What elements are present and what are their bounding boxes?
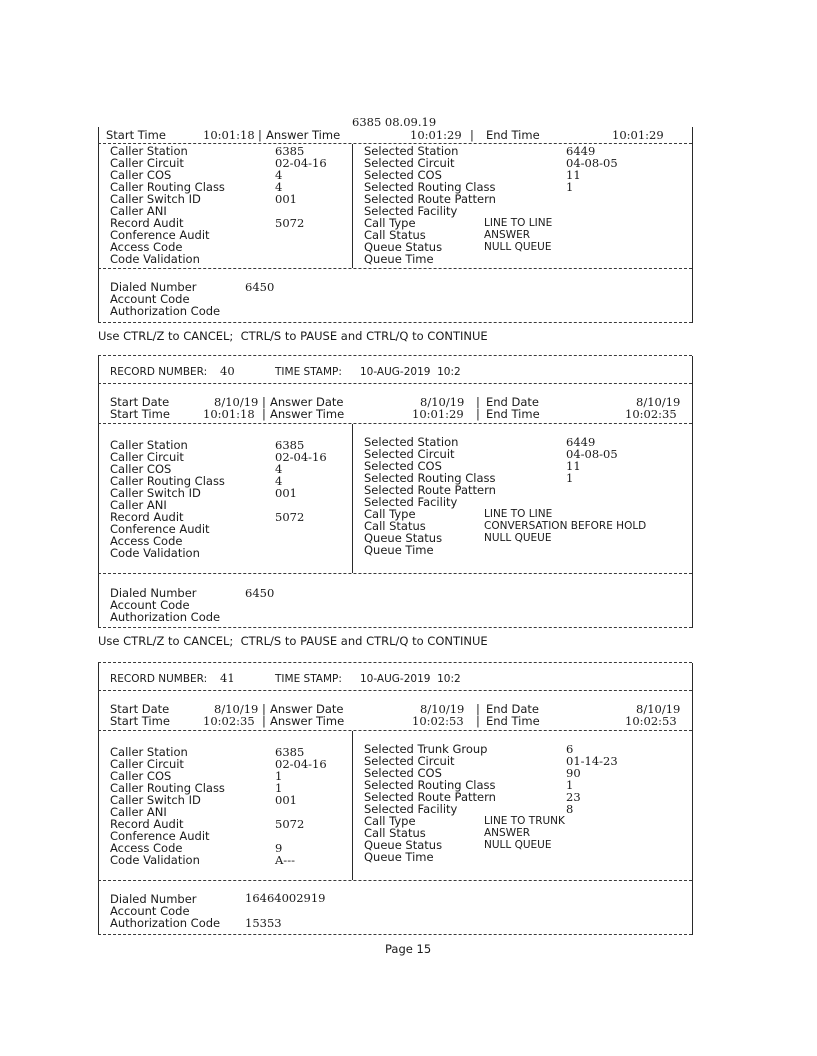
selected-station-value: 6449 [566,435,596,449]
caller-circuit-value: 02-04-16 [275,757,327,771]
caller-station-label: Caller Station [110,438,188,452]
call-status-value: CONVERSATION BEFORE HOLD [484,520,647,532]
dialed-number-value: 16464002919 [245,891,326,905]
control-instructions: Use CTRL/Z to CANCEL; CTRL/S to PAUSE and CTRL/Q to CONTINUE [98,329,488,343]
selected-cos-value: 11 [566,168,581,182]
record-border-left [98,356,99,628]
caller-circuit-value: 02-04-16 [275,156,327,170]
start-time-label: Start Time [106,128,166,142]
caller-cos-label: Caller COS [110,168,172,182]
record-column-divider [352,731,353,880]
record-audit-value: 5072 [275,817,305,831]
dialed-number-value: 6450 [245,280,275,294]
authorization-code-label: Authorization Code [110,916,221,930]
record-border-left [98,663,99,935]
selected-facility-value: 8 [566,802,574,816]
field-separator: | [476,395,480,409]
selected-route-pattern-label: Selected Route Pattern [364,192,496,206]
caller-switch-id-label: Caller Switch ID [110,192,201,206]
field-separator: | [262,702,266,716]
end-date-value: 8/10/19 [636,395,681,409]
caller-ani-label: Caller ANI [110,204,167,218]
record-border-right [692,356,693,628]
report-header-title: 6385 08.09.19 [352,115,437,129]
selected-facility-label: Selected Facility [364,802,458,816]
control-instructions: Use CTRL/Z to CANCEL; CTRL/S to PAUSE and CTRL/Q to CONTINUE [98,634,488,648]
answer-date-value: 8/10/19 [420,702,465,716]
queue-status-label: Queue Status [364,240,443,254]
queue-time-label: Queue Time [364,252,434,266]
call-type-label: Call Type [364,216,416,230]
call-type-label: Call Type [364,814,416,828]
selected-station-label: Selected Station [364,435,459,449]
answer-time-value: 10:02:53 [412,714,464,728]
selected-station-value: 6449 [566,144,596,158]
start-time-label: Start Time [110,714,170,728]
record-number-label: RECORD NUMBER: [110,366,208,378]
record-divider [98,934,692,935]
code-validation-value: A--- [275,853,295,867]
selected-trunk-group-value: 6 [566,742,574,756]
record-number-value: 40 [220,364,235,378]
record-audit-value: 5072 [275,216,305,230]
call-type-value: LINE TO LINE [484,217,553,229]
code-validation-label: Code Validation [110,853,200,867]
selected-facility-label: Selected Facility [364,495,458,509]
selected-circuit-value: 04-08-05 [566,156,618,170]
end-time-label: End Time [486,714,540,728]
end-date-label: End Date [486,395,539,409]
selected-cos-label: Selected COS [364,168,442,182]
selected-routing-class-label: Selected Routing Class [364,471,496,485]
record-border-right [692,663,693,935]
time-stamp-value: 10-AUG-2019 10:2 [360,366,461,378]
field-separator: | [476,407,480,421]
caller-routing-class-value: 1 [275,781,283,795]
record-audit-label: Record Audit [110,216,184,230]
dialed-number-label: Dialed Number [110,586,197,600]
caller-switch-id-value: 001 [275,192,297,206]
dialed-number-value: 6450 [245,586,275,600]
caller-station-value: 6385 [275,144,305,158]
record-number-value: 41 [220,671,235,685]
caller-switch-id-label: Caller Switch ID [110,486,201,500]
record-number-label: RECORD NUMBER: [110,673,208,685]
answer-date-label: Answer Date [270,395,344,409]
start-date-label: Start Date [110,395,170,409]
caller-circuit-label: Caller Circuit [110,450,184,464]
caller-switch-id-value: 001 [275,793,297,807]
time-stamp-label: TIME STAMP: [275,673,342,685]
selected-circuit-label: Selected Circuit [364,156,455,170]
answer-date-label: Answer Date [270,702,344,716]
record-divider [98,690,692,691]
access-code-label: Access Code [110,240,183,254]
answer-time-value: 10:01:29 [410,128,462,142]
record-divider [98,627,692,628]
caller-station-label: Caller Station [110,144,188,158]
account-code-label: Account Code [110,598,190,612]
record-audit-label: Record Audit [110,510,184,524]
start-date-value: 8/10/19 [214,395,259,409]
call-status-label: Call Status [364,519,426,533]
field-separator: | [476,714,480,728]
record-audit-value: 5072 [275,510,305,524]
answer-date-value: 8/10/19 [420,395,465,409]
answer-time-label: Answer Time [270,714,345,728]
authorization-code-label: Authorization Code [110,304,221,318]
selected-circuit-value: 04-08-05 [566,447,618,461]
field-separator: | [262,714,266,728]
call-type-label: Call Type [364,507,416,521]
authorization-code-label: Authorization Code [110,610,221,624]
caller-routing-class-label: Caller Routing Class [110,781,225,795]
start-time-value: 10:01:18 [203,128,255,142]
record-divider [98,880,692,881]
start-date-label: Start Date [110,702,170,716]
caller-cos-value: 4 [275,462,283,476]
field-separator: | [262,395,266,409]
selected-circuit-label: Selected Circuit [364,447,455,461]
queue-status-value: NULL QUEUE [484,532,552,544]
caller-station-label: Caller Station [110,745,188,759]
call-status-value: ANSWER [484,827,531,839]
caller-circuit-value: 02-04-16 [275,450,327,464]
queue-status-label: Queue Status [364,531,443,545]
access-code-label: Access Code [110,534,183,548]
end-time-value: 10:02:53 [625,714,677,728]
end-date-value: 8/10/19 [636,702,681,716]
access-code-label: Access Code [110,841,183,855]
account-code-label: Account Code [110,904,190,918]
caller-cos-label: Caller COS [110,462,172,476]
call-status-value: ANSWER [484,229,531,241]
dialed-number-label: Dialed Number [110,280,197,294]
selected-cos-value: 11 [566,459,581,473]
caller-switch-id-label: Caller Switch ID [110,793,201,807]
time-stamp-value: 10-AUG-2019 10:2 [360,673,461,685]
record-audit-label: Record Audit [110,817,184,831]
answer-time-label: Answer Time [266,128,341,142]
field-separator: | [262,407,266,421]
start-time-label: Start Time [110,407,170,421]
answer-time-value: 10:01:29 [412,407,464,421]
start-date-value: 8/10/19 [214,702,259,716]
caller-cos-value: 1 [275,769,283,783]
selected-circuit-label: Selected Circuit [364,754,455,768]
dialed-number-label: Dialed Number [110,892,197,906]
end-time-label: End Time [486,128,540,142]
call-status-label: Call Status [364,826,426,840]
record-divider [98,573,692,574]
code-validation-label: Code Validation [110,252,200,266]
conference-audit-label: Conference Audit [110,228,210,242]
field-separator: | [476,702,480,716]
selected-route-pattern-value: 23 [566,790,581,804]
caller-station-value: 6385 [275,438,305,452]
queue-time-label: Queue Time [364,543,434,557]
selected-routing-class-label: Selected Routing Class [364,778,496,792]
record-divider [98,383,692,384]
caller-switch-id-value: 001 [275,486,297,500]
call-type-value: LINE TO LINE [484,508,553,520]
caller-cos-value: 4 [275,168,283,182]
record-divider [98,322,692,323]
record-border-right [692,127,693,323]
field-separator: | [470,128,474,142]
account-code-label: Account Code [110,292,190,306]
record-divider [98,268,692,269]
record-column-divider [352,144,353,268]
record-divider [98,730,692,731]
time-stamp-label: TIME STAMP: [275,366,342,378]
page-number: Page 15 [385,942,432,956]
record-divider [98,355,692,356]
record-divider [98,423,692,424]
call-status-label: Call Status [364,228,426,242]
selected-cos-label: Selected COS [364,459,442,473]
conference-audit-label: Conference Audit [110,522,210,536]
authorization-code-value: 15353 [245,916,282,930]
code-validation-label: Code Validation [110,546,200,560]
selected-routing-class-value: 1 [566,778,574,792]
queue-time-label: Queue Time [364,850,434,864]
queue-status-label: Queue Status [364,838,443,852]
end-time-label: End Time [486,407,540,421]
selected-cos-label: Selected COS [364,766,442,780]
start-time-value: 10:02:35 [203,714,255,728]
selected-station-label: Selected Station [364,144,459,158]
caller-ani-label: Caller ANI [110,805,167,819]
answer-time-label: Answer Time [270,407,345,421]
selected-facility-label: Selected Facility [364,204,458,218]
selected-trunk-group-label: Selected Trunk Group [364,742,488,756]
caller-routing-class-label: Caller Routing Class [110,180,225,194]
call-type-value: LINE TO TRUNK [484,815,565,827]
record-column-divider [352,424,353,573]
field-separator: | [258,128,262,142]
selected-routing-class-label: Selected Routing Class [364,180,496,194]
selected-cos-value: 90 [566,766,581,780]
caller-routing-class-label: Caller Routing Class [110,474,225,488]
caller-ani-label: Caller ANI [110,498,167,512]
conference-audit-label: Conference Audit [110,829,210,843]
end-date-label: End Date [486,702,539,716]
caller-circuit-label: Caller Circuit [110,757,184,771]
end-time-value: 10:02:35 [625,407,677,421]
queue-status-value: NULL QUEUE [484,241,552,253]
selected-route-pattern-label: Selected Route Pattern [364,483,496,497]
caller-circuit-label: Caller Circuit [110,156,184,170]
record-border-left [98,127,99,323]
access-code-value: 9 [275,841,283,855]
selected-route-pattern-label: Selected Route Pattern [364,790,496,804]
queue-status-value: NULL QUEUE [484,839,552,851]
caller-routing-class-value: 4 [275,180,283,194]
selected-circuit-value: 01-14-23 [566,754,618,768]
caller-routing-class-value: 4 [275,474,283,488]
selected-routing-class-value: 1 [566,180,574,194]
start-time-value: 10:01:18 [203,407,255,421]
record-divider [98,662,692,663]
caller-cos-label: Caller COS [110,769,172,783]
selected-routing-class-value: 1 [566,471,574,485]
end-time-value: 10:01:29 [612,128,664,142]
caller-station-value: 6385 [275,745,305,759]
